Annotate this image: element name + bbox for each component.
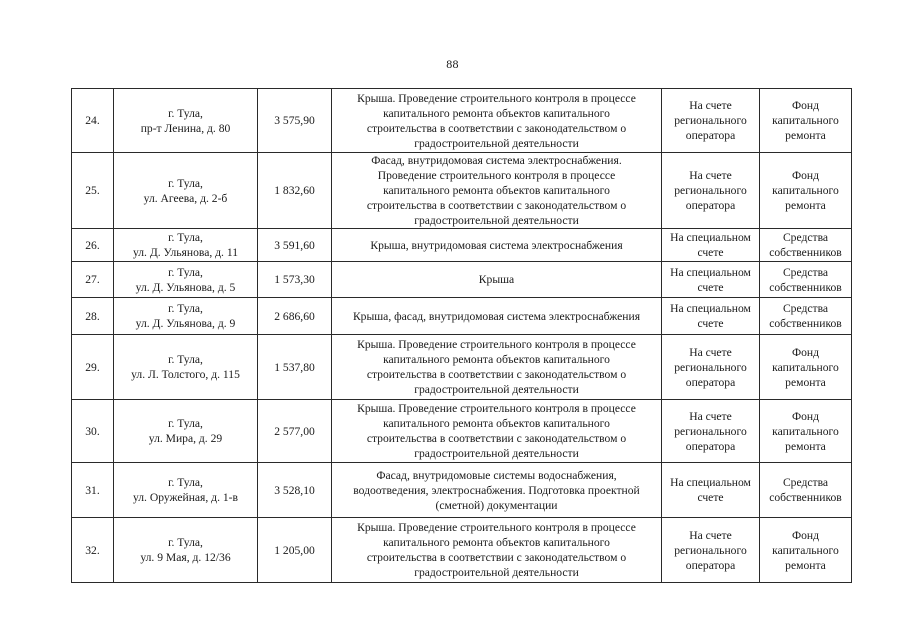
account-line: счете [697, 317, 724, 330]
account-line: оператора [685, 375, 736, 389]
funding-line: Средства [782, 476, 829, 489]
account-line: регионального [674, 424, 747, 438]
work-line: градостроительной деятельности [414, 383, 579, 396]
funding-line: Фонд [791, 528, 820, 542]
address-city: г. Тула, [168, 302, 203, 315]
table-row [72, 463, 852, 518]
table-row [72, 518, 852, 583]
funding-line: капитального [772, 360, 839, 374]
work-line: Крыша. Проведение строительного контроля в процессе [357, 338, 636, 351]
funding-source-cell [760, 463, 852, 518]
work-line: градостроительной деятельности [414, 214, 579, 227]
table-body [72, 89, 852, 583]
funding-line: Средства [782, 231, 829, 244]
account-type-cell [662, 229, 760, 262]
funding-source-cell [760, 229, 852, 262]
funding-line: ремонта [785, 375, 826, 389]
row-number: 32. [85, 543, 100, 557]
funding-line: капитального [772, 184, 839, 197]
funding-line: Фонд [791, 409, 820, 423]
account-type-cell [662, 335, 760, 400]
row-number: 28. [85, 309, 100, 323]
row-number: 31. [85, 483, 100, 497]
account-line: На специальном [670, 302, 751, 315]
table-row [72, 335, 852, 400]
account-type-cell [662, 298, 760, 335]
funding-line: собственников [769, 317, 842, 330]
address-cell [114, 463, 258, 518]
account-line: На счете [689, 409, 732, 423]
area-cell: 3 575,90 [258, 89, 332, 153]
funding-line: собственников [769, 280, 842, 294]
address-street: пр-т Ленина, д. 80 [140, 121, 231, 135]
account-line: регионального [674, 543, 747, 557]
row-number-cell [72, 518, 114, 583]
address-street: ул. Л. Толстого, д. 115 [131, 368, 240, 381]
work-type-cell [332, 400, 662, 463]
work-type-cell [332, 153, 662, 229]
work-line: Крыша. Проведение строительного контроля в процессе [357, 521, 636, 534]
account-line: счете [697, 491, 724, 504]
funding-line: Средства [782, 265, 829, 279]
funding-source-cell [760, 518, 852, 583]
work-line: капитального ремонта объектов капитального [383, 184, 610, 197]
table-row [72, 89, 852, 153]
funding-line: Фонд [791, 169, 820, 182]
work-line: Крыша, фасад, внутридомовая система электроснабжения [352, 309, 641, 323]
funding-line: ремонта [785, 129, 826, 142]
funding-source-cell [760, 89, 852, 153]
area-cell: 1 205,00 [258, 518, 332, 583]
address-cell [114, 229, 258, 262]
work-type-cell [332, 335, 662, 400]
work-line: строительства в соответствии с законодательством о [366, 368, 627, 381]
funding-line: ремонта [785, 439, 826, 453]
work-line: капитального ремонта объектов капитального [383, 106, 610, 120]
funding-line: капитального [772, 114, 839, 127]
work-line: Крыша. Проведение строительного контроля в процессе [357, 91, 636, 105]
work-line: строительства в соответствии с законодательством о [366, 551, 627, 564]
funding-line: ремонта [785, 199, 826, 212]
funding-line: ремонта [785, 558, 826, 572]
account-type-cell [662, 153, 760, 229]
address-cell [114, 518, 258, 583]
work-line: градостроительной деятельности [414, 447, 579, 460]
row-number: 24. [85, 114, 100, 127]
work-line: Проведение строительного контроля в процессе [377, 169, 616, 182]
account-type-cell [662, 262, 760, 298]
area-cell: 1 832,60 [258, 153, 332, 229]
table-row [72, 400, 852, 463]
area-cell: 2 577,00 [258, 400, 332, 463]
funding-line: Фонд [791, 99, 820, 112]
account-line: На специальном [670, 476, 751, 489]
row-number-cell [72, 229, 114, 262]
work-line: строительства в соответствии с законодательством о [366, 121, 627, 135]
area-cell: 3 591,60 [258, 229, 332, 262]
work-line: Крыша [478, 273, 515, 286]
work-line: градостроительной деятельности [414, 136, 579, 150]
area-cell: 1 537,80 [258, 335, 332, 400]
address-cell [114, 335, 258, 400]
account-type-cell [662, 518, 760, 583]
work-line: водоотведения, электроснабжения. Подготовка проектной [353, 483, 640, 497]
row-number-cell [72, 298, 114, 335]
row-number-cell [72, 262, 114, 298]
area-cell: 1 573,30 [258, 262, 332, 298]
address-cell [114, 262, 258, 298]
row-number-cell [72, 335, 114, 400]
account-line: На специальном [670, 231, 751, 244]
funding-source-cell [760, 400, 852, 463]
work-type-cell [332, 89, 662, 153]
area-cell: 3 528,10 [258, 463, 332, 518]
funding-line: Фонд [791, 345, 820, 359]
address-cell [114, 298, 258, 335]
address-city: г. Тула, [168, 106, 203, 120]
account-line: регионального [674, 360, 747, 374]
table-row [72, 298, 852, 335]
account-line: оператора [685, 558, 736, 572]
row-number-cell [72, 463, 114, 518]
work-line: градостроительной деятельности [414, 566, 579, 579]
account-type-cell [662, 400, 760, 463]
work-type-cell [332, 298, 662, 335]
account-line: На счете [689, 169, 732, 182]
row-number-cell [72, 153, 114, 229]
address-street: ул. Д. Ульянова, д. 9 [135, 317, 236, 330]
repair-registry-table [71, 88, 852, 583]
account-type-cell [662, 89, 760, 153]
account-line: оператора [685, 129, 736, 142]
address-city: г. Тула, [168, 265, 203, 279]
address-city: г. Тула, [168, 476, 203, 489]
address-street: ул. Мира, д. 29 [148, 432, 223, 445]
funding-source-cell [760, 153, 852, 229]
address-city: г. Тула, [168, 536, 203, 549]
address-city: г. Тула, [168, 176, 203, 190]
table-row [72, 262, 852, 298]
account-line: На счете [689, 345, 732, 359]
row-number: 29. [85, 360, 100, 374]
account-line: На счете [689, 99, 732, 112]
table-row [72, 153, 852, 229]
row-number: 26. [85, 238, 100, 252]
account-line: регионального [674, 184, 747, 197]
work-line: капитального ремонта объектов капитального [383, 353, 610, 366]
row-number: 27. [85, 273, 100, 286]
funding-line: капитального [772, 543, 839, 557]
funding-source-cell [760, 298, 852, 335]
address-cell [114, 89, 258, 153]
funding-source-cell [760, 335, 852, 400]
account-type-cell [662, 463, 760, 518]
address-cell [114, 400, 258, 463]
work-line: Фасад, внутридомовые системы водоснабжения, [376, 468, 617, 482]
funding-source-cell [760, 262, 852, 298]
work-line: строительства в соответствии с законодательством о [366, 432, 627, 445]
funding-line: собственников [769, 491, 842, 504]
work-line: (сметной) документации [435, 498, 558, 512]
row-number-cell [72, 89, 114, 153]
page-number: 88 [446, 57, 459, 71]
work-line: Крыша, внутридомовая система электроснабжения [370, 238, 623, 252]
work-type-cell [332, 463, 662, 518]
address-city: г. Тула, [168, 417, 203, 430]
area-cell: 2 686,60 [258, 298, 332, 335]
address-street: ул. Оружейная, д. 1-в [132, 491, 239, 504]
account-line: регионального [674, 114, 747, 127]
work-line: Крыша. Проведение строительного контроля в процессе [357, 402, 636, 415]
address-city: г. Тула, [168, 231, 203, 244]
row-number: 25. [85, 184, 100, 197]
funding-line: капитального [772, 424, 839, 438]
work-line: капитального ремонта объектов капитального [383, 417, 610, 430]
funding-line: Средства [782, 302, 829, 315]
account-line: оператора [685, 199, 736, 212]
work-type-cell [332, 262, 662, 298]
work-type-cell [332, 229, 662, 262]
address-street: ул. Д. Ульянова, д. 11 [132, 246, 238, 259]
row-number-cell [72, 400, 114, 463]
row-number: 30. [85, 424, 100, 438]
account-line: счете [697, 280, 724, 294]
account-line: На счете [689, 528, 732, 542]
account-line: оператора [685, 439, 736, 453]
account-line: счете [697, 246, 724, 259]
work-type-cell [332, 518, 662, 583]
account-line: На специальном [670, 265, 751, 279]
address-cell [114, 153, 258, 229]
address-street: ул. Д. Ульянова, д. 5 [135, 280, 236, 294]
address-street: ул. 9 Мая, д. 12/36 [140, 551, 231, 564]
work-line: Фасад, внутридомовая система электроснабжения. [371, 154, 622, 167]
work-line: строительства в соответствии с законодательством о [366, 199, 627, 212]
address-city: г. Тула, [168, 353, 203, 366]
work-line: капитального ремонта объектов капитального [383, 536, 610, 549]
funding-line: собственников [769, 246, 842, 259]
address-street: ул. Агеева, д. 2-б [143, 191, 228, 205]
table-row [72, 229, 852, 262]
